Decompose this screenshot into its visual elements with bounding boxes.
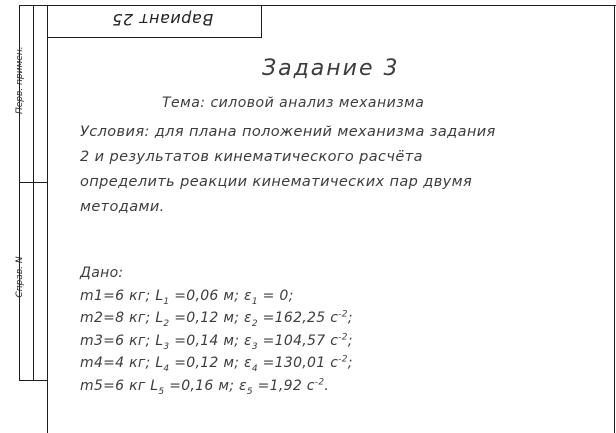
given-row: m2=8 кг; $L_2 =0,12$ м; $\varepsilon_2 =162,25$ $с^{-2}$; bbox=[80, 309, 353, 329]
condition-line: Условия: для плана положений механизма задания bbox=[80, 124, 496, 140]
given-heading: Дано: bbox=[80, 265, 124, 281]
side-divider-2 bbox=[19, 380, 47, 381]
variant-box-right bbox=[261, 5, 262, 38]
condition-line: методами. bbox=[80, 199, 165, 215]
condition-line: 2 и результатов кинематического расчёта bbox=[80, 149, 423, 165]
given-row: m3=6 кг; $L_3 =0,14$ м; $\varepsilon_3 =104,57$ $с^{-2}$; bbox=[80, 331, 353, 352]
variant-label: Вариант 25 bbox=[111, 10, 214, 30]
reference-number-label: Справ. N bbox=[15, 256, 25, 298]
given-row: m5=6 кг $L_5 =0,16$ м; $\varepsilon_5 =1,92$ $с^{-2}$. bbox=[80, 376, 330, 397]
variant-box-bottom bbox=[47, 37, 261, 38]
first-use-label: Перв. примен. bbox=[15, 46, 25, 114]
frame-main-border bbox=[47, 5, 48, 433]
given-row: m4=4 кг; $L_4 =0,12$ м; $\varepsilon_4 =130,01$ $с^{-2}$; bbox=[80, 354, 353, 374]
task-title: Задание 3 bbox=[262, 56, 400, 81]
task-conditions bbox=[80, 120, 600, 220]
given-block bbox=[80, 262, 353, 397]
side-divider-1 bbox=[19, 182, 47, 183]
frame-right-edge bbox=[614, 5, 615, 433]
frame-column-divider bbox=[33, 5, 34, 380]
task-theme: Тема: силовой анализ механизма bbox=[162, 95, 425, 111]
given-row: m1=6 кг; $L_1 =0,06$ м; $\varepsilon_1 = 0$; bbox=[80, 287, 294, 307]
condition-line: определить реакции кинематических пар двумя bbox=[80, 174, 473, 190]
